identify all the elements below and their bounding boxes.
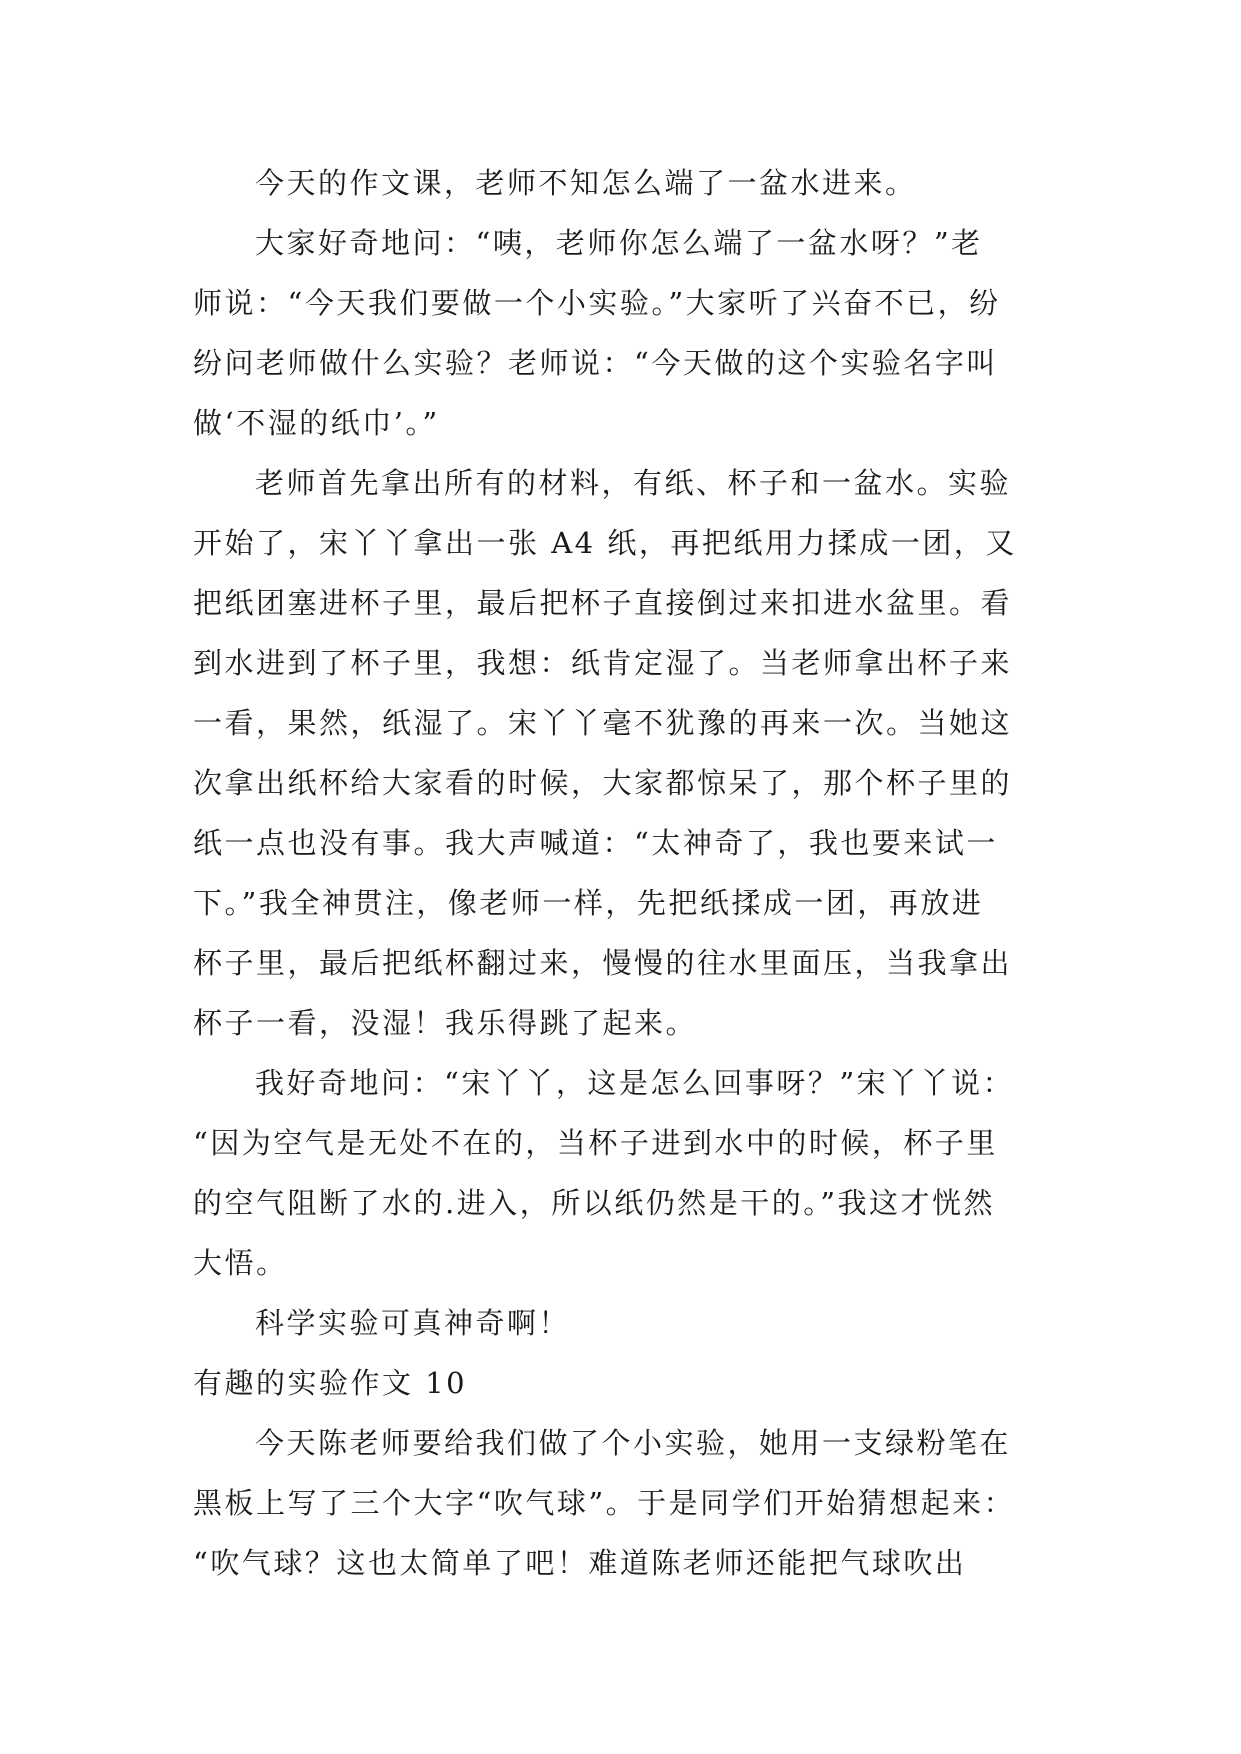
paragraph-line: 杯子里，最后把纸杯翻过来，慢慢的往水里面压，当我拿出 [193, 946, 1013, 980]
paragraph-line: 今天的作文课，老师不知怎么端了一盆水进来。 [255, 166, 917, 200]
paragraph-line: 把纸团塞进杯子里，最后把杯子直接倒过来扣进水盆里。看 [193, 586, 1013, 620]
document-body [193, 153, 1083, 1593]
paragraph-line: 纷问老师做什么实验？老师说：“今天做的这个实验名字叫 [193, 346, 998, 380]
paragraph-line: 开始了，宋丫丫拿出一张 A4 纸，再把纸用力揉成一团，又 [193, 526, 1017, 560]
paragraph-line: 黑板上写了三个大字“吹气球”。于是同学们开始猜想起来： [193, 1486, 1016, 1520]
paragraph-line: 大悟。 [193, 1246, 288, 1280]
paragraph-line: 今天陈老师要给我们做了个小实验，她用一支绿粉笔在 [255, 1426, 1012, 1460]
paragraph-line: 一看，果然，纸湿了。宋丫丫毫不犹豫的再来一次。当她这 [193, 706, 1013, 740]
paragraph-line: 师说：“今天我们要做一个小实验。”大家听了兴奋不已，纷 [193, 286, 1001, 320]
paragraph-line: 次拿出纸杯给大家看的时候，大家都惊呆了，那个杯子里的 [193, 766, 1013, 800]
paragraph-line: 到水进到了杯子里，我想：纸肯定湿了。当老师拿出杯子来 [193, 646, 1013, 680]
paragraph-line: 做‘不湿的纸巾’。” [193, 406, 440, 440]
paragraph-line: “吹气球？这也太简单了吧！难道陈老师还能把气球吹出 [193, 1546, 967, 1580]
paragraph-line: 纸一点也没有事。我大声喊道：“太神奇了，我也要来试一 [193, 826, 998, 860]
paragraph-line: 科学实验可真神奇啊！ [255, 1306, 571, 1340]
essay-title: 有趣的实验作文 10 [193, 1366, 468, 1400]
paragraph-line: 大家好奇地问：“咦，老师你怎么端了一盆水呀？”老 [255, 226, 983, 260]
paragraph-line: “因为空气是无处不在的，当杯子进到水中的时候，杯子里 [193, 1126, 998, 1160]
paragraph-line: 的空气阻断了水的.进入，所以纸仍然是干的。”我这才恍然 [193, 1186, 996, 1220]
paragraph-line: 我好奇地问：“宋丫丫，这是怎么回事呀？”宋丫丫说： [255, 1066, 1015, 1100]
paragraph-line: 杯子一看，没湿！我乐得跳了起来。 [193, 1006, 698, 1040]
paragraph-line: 下。”我全神贯注，像老师一样，先把纸揉成一团，再放进 [193, 886, 984, 920]
paragraph-line: 老师首先拿出所有的材料，有纸、杯子和一盆水。实验 [255, 466, 1012, 500]
